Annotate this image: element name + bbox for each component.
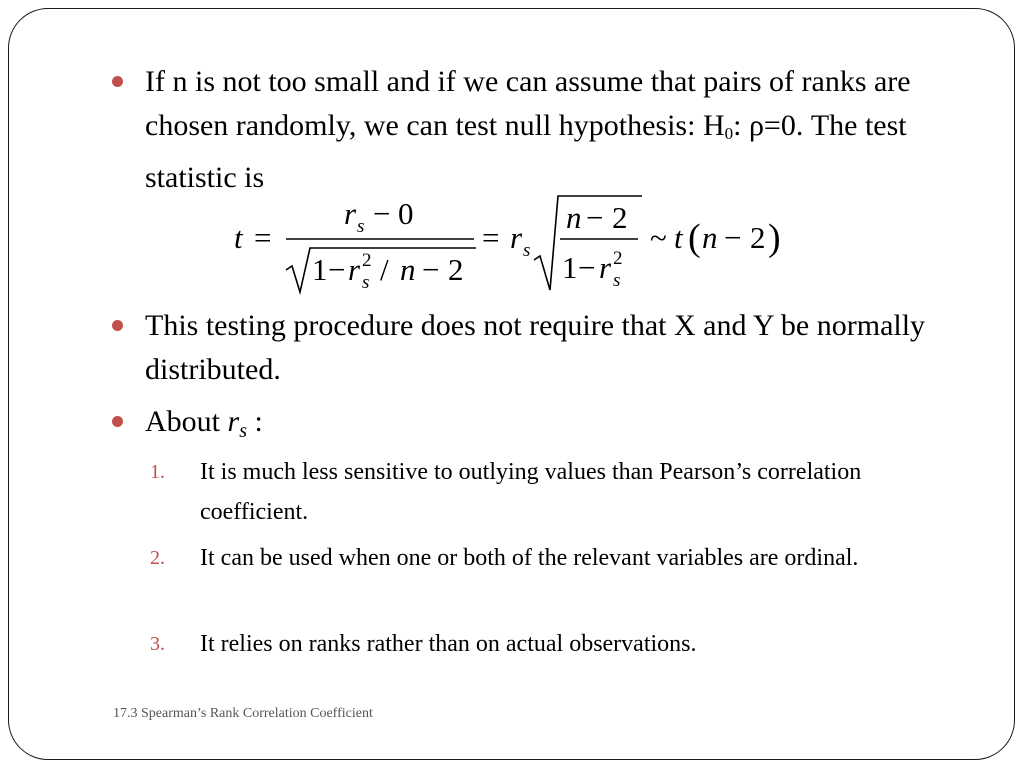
formula-den-minus-1: − (328, 252, 346, 287)
list-item (150, 452, 950, 532)
list-item (150, 538, 950, 578)
formula-den-two: 2 (448, 252, 464, 287)
formula-den-slash: / (380, 252, 389, 287)
bullet-text: About $r_s$ : (145, 405, 263, 442)
formula-num-minus: − (373, 196, 391, 231)
bullet-text: This testing procedure does not require that X and Y be normally distributed. (145, 309, 926, 386)
formula-dist-t: t (674, 220, 683, 255)
formula-equals-2: = (482, 220, 500, 255)
formula-num-s: s (357, 216, 365, 237)
formula-dist-minus: − (724, 220, 742, 255)
formula-den-s: s (362, 272, 370, 293)
bullet-normality (112, 304, 972, 392)
formula-r2-one: 1 (562, 250, 578, 285)
formula-rs-r: r (510, 220, 523, 255)
list-number: 1. (150, 461, 165, 483)
formula-den-one: 1 (312, 252, 328, 287)
bullet-about-rs (112, 400, 972, 453)
formula-den-minus-2: − (422, 252, 440, 287)
formula-r2-den-minus: − (578, 250, 596, 285)
formula-lparen: ( (688, 217, 701, 259)
formula-equals-1: = (254, 220, 272, 255)
list-number: 3. (150, 633, 165, 655)
formula-den-r: r (348, 252, 361, 287)
bullet-dot (112, 76, 123, 87)
formula-dist-two: 2 (750, 220, 766, 255)
formula-den-exp-2: 2 (362, 250, 372, 271)
formula-num-r: r (344, 196, 357, 231)
formula-r2-two: 2 (612, 200, 628, 235)
list-text: It relies on ranks rather than on actual observations. (200, 631, 697, 657)
formula-den-n: n (400, 252, 416, 287)
formula-r2-n: n (566, 200, 582, 235)
formula-r2-r: r (599, 250, 612, 285)
formula-t: t (234, 220, 243, 255)
formula-r2-s: s (613, 270, 621, 291)
formula-rs-s: s (523, 240, 531, 261)
list-number: 2. (150, 547, 165, 569)
formula-tilde: ~ (650, 220, 667, 255)
test-statistic-formula (228, 192, 828, 302)
formula-r2-minus: − (586, 200, 604, 235)
bullet-dot (112, 320, 123, 331)
bullet-text: If n is not too small and if we can assume that pairs of ranks are chosen randomly, we can test null hypothesis: H0: ρ=0. The test statistic is (145, 65, 911, 194)
list-text: It is much less sensitive to outlying values than Pearson’s correlation coefficient. (200, 459, 862, 525)
formula-r2-exp-2: 2 (613, 248, 623, 269)
slide-footer: 17.3 Spearman’s Rank Correlation Coefficient (113, 706, 373, 721)
formula-rparen: ) (768, 217, 781, 259)
list-item (150, 624, 950, 664)
list-text: It can be used when one or both of the relevant variables are ordinal. (200, 545, 859, 571)
bullet-dot (112, 416, 123, 427)
formula-num-zero: 0 (398, 196, 414, 231)
formula-dist-n: n (702, 220, 718, 255)
bullet-test-condition (112, 60, 972, 200)
